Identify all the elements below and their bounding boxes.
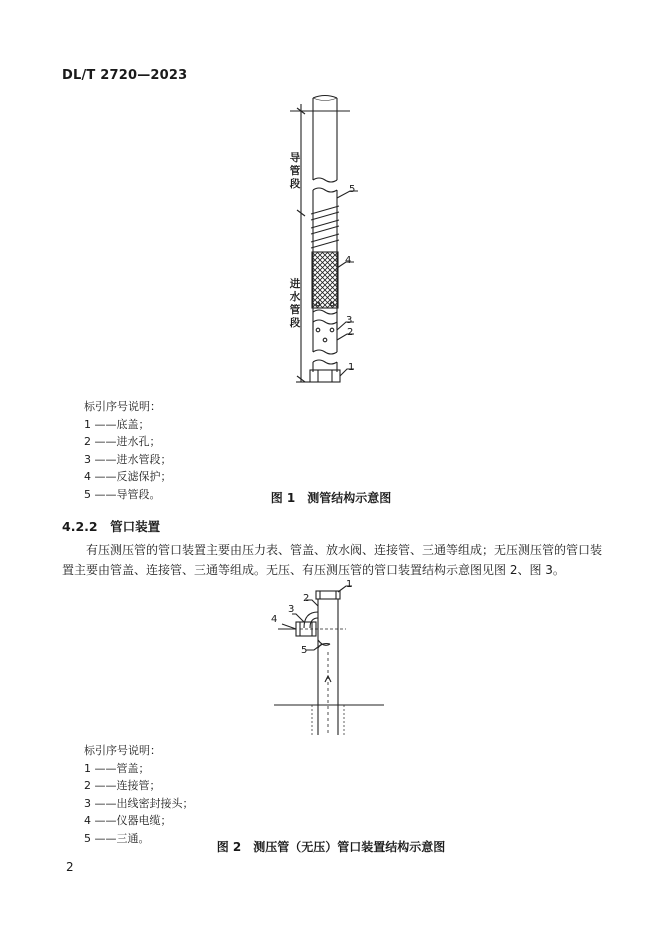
callout-2: 2 bbox=[347, 327, 354, 338]
legend-item: 2 ——进水孔； bbox=[84, 435, 161, 448]
legend-item: 5 ——三通。 bbox=[84, 831, 150, 845]
figure1-drawing bbox=[0, 0, 662, 400]
callout-1: 1 bbox=[346, 579, 353, 590]
figure1-legend bbox=[84, 398, 172, 503]
section-paragraph: 有压测压管的管口装置主要由压力表、管盖、放水阀、连接管、三通等组成；无压测压管的管口装置主要由管盖、连接管、三通等组成。无压、有压测压管的管口装置结构示意图见图 2、图 3。 bbox=[62, 543, 603, 577]
callout-3: 3 bbox=[288, 604, 295, 615]
legend-title: 标引序号说明： bbox=[84, 744, 161, 757]
spiral-wrap bbox=[311, 206, 339, 248]
legend-item: 5 ——导管段。 bbox=[84, 487, 161, 501]
legend-item: 4 ——仪器电缆； bbox=[84, 814, 172, 827]
section-heading: 4.2.2 管口装置 bbox=[62, 519, 161, 534]
figure2-drawing bbox=[0, 570, 662, 740]
figure2-caption: 图 2 测压管（无压）管口装置结构示意图 bbox=[216, 840, 446, 854]
legend-item: 3 ——进水管段； bbox=[84, 452, 172, 466]
legend-title: 标引序号说明： bbox=[84, 400, 161, 413]
callout-5: 5 bbox=[349, 184, 356, 195]
filter-mesh bbox=[312, 252, 338, 308]
callout-1: 1 bbox=[348, 362, 355, 373]
page-number: 2 bbox=[66, 860, 74, 874]
bottom-cap bbox=[310, 370, 340, 382]
legend-item: 4 ——反滤保护； bbox=[84, 470, 172, 483]
callout-4: 4 bbox=[345, 255, 352, 266]
legend-item: 2 ——连接管； bbox=[84, 779, 161, 792]
callout-4: 4 bbox=[271, 614, 278, 625]
figure1-caption: 图 1 测管结构示意图 bbox=[270, 491, 392, 505]
callout-5: 5 bbox=[301, 645, 308, 656]
label-inlet-segment: 进水管段 bbox=[289, 278, 301, 329]
document-code: DL/T 2720—2023 bbox=[62, 68, 188, 83]
legend-item: 3 ——出线密封接头； bbox=[84, 796, 194, 810]
label-guide-segment: 导管段 bbox=[289, 152, 301, 190]
callout-2: 2 bbox=[303, 593, 310, 604]
callout-3: 3 bbox=[346, 315, 353, 326]
figure2-legend bbox=[84, 742, 194, 847]
legend-item: 1 ——底盖； bbox=[84, 417, 150, 431]
legend-item: 1 ——管盖； bbox=[84, 761, 150, 775]
